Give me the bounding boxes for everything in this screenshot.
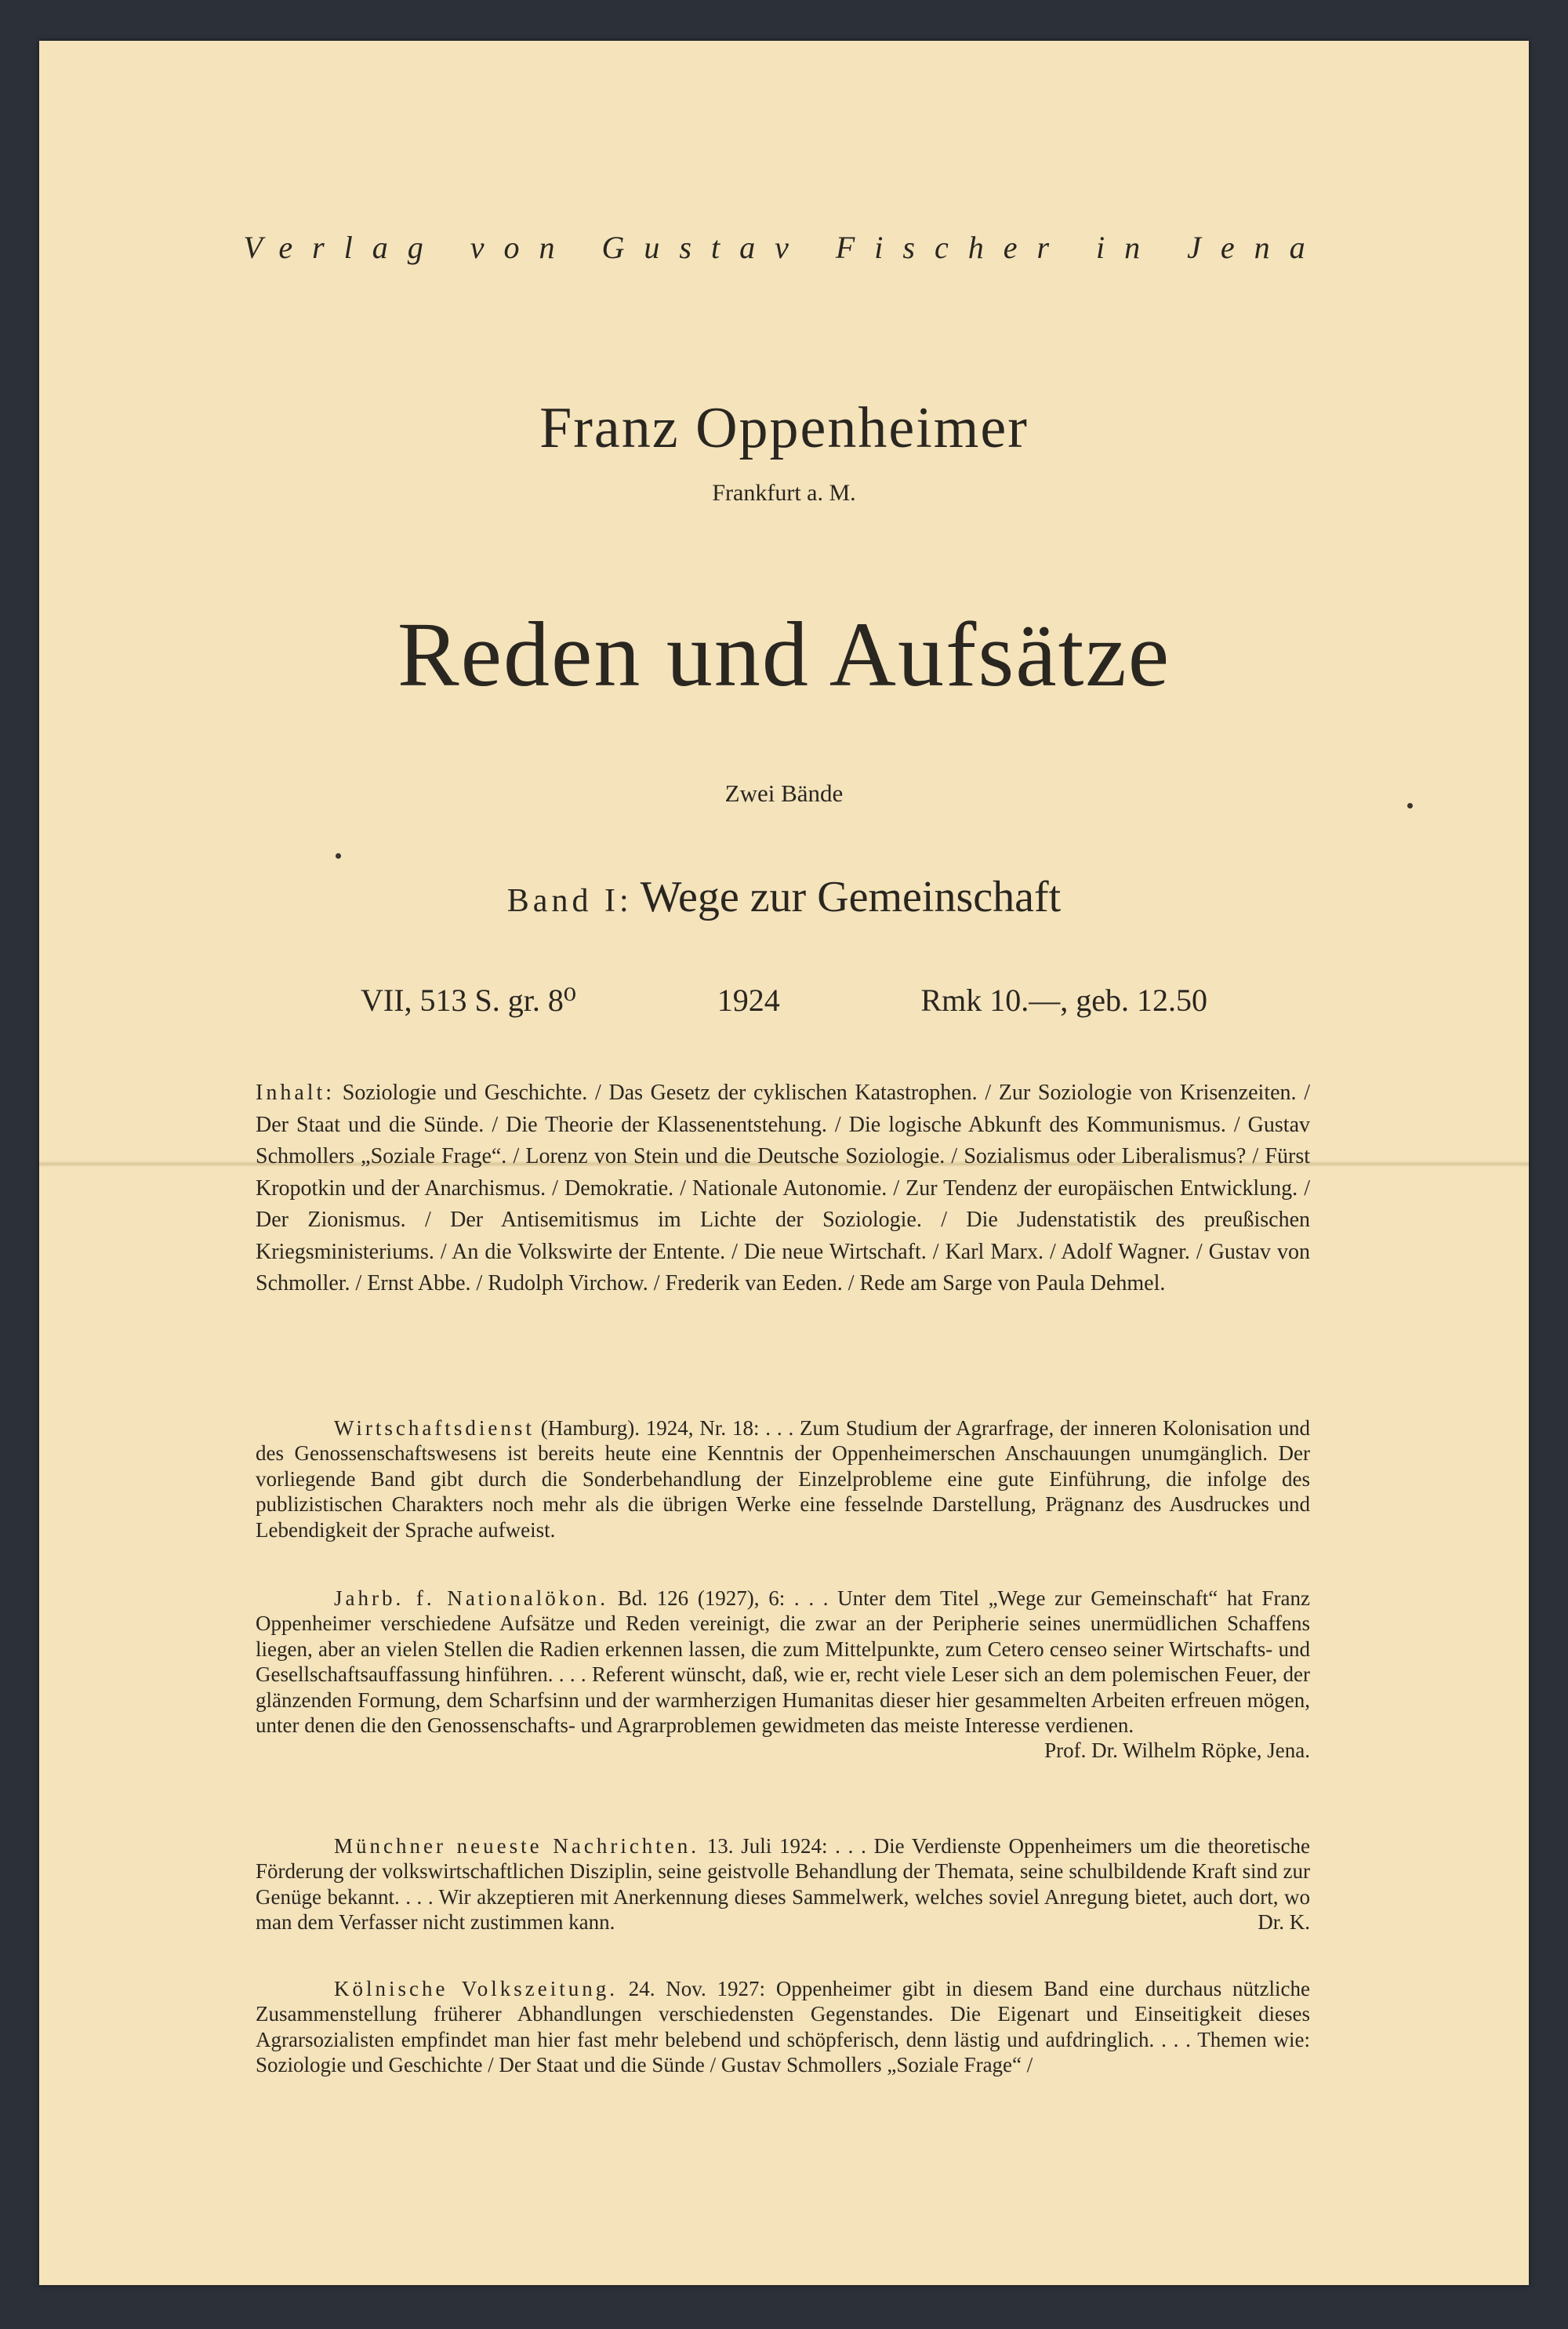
author-name: Franz Oppenheimer xyxy=(539,396,1029,460)
publication-info xyxy=(361,982,1207,1019)
publisher-line: Verlag von Gustav Fischer in Jena xyxy=(243,230,1325,265)
flyer-page xyxy=(39,41,1529,2285)
review-source: Kölnische Volkszeitung. xyxy=(334,1977,619,2000)
review-signature: Dr. K. xyxy=(1258,1910,1310,1935)
review-wirtschaftsdienst xyxy=(256,1415,1310,1542)
volume-heading xyxy=(39,872,1529,922)
contents-label: Inhalt: xyxy=(256,1081,336,1105)
author-city: Frankfurt a. M. xyxy=(712,480,856,506)
book-title: Reden und Aufsätze xyxy=(397,603,1171,706)
publication-year: 1924 xyxy=(717,983,780,1018)
review-jahrbuch xyxy=(256,1586,1310,1764)
review-text: 13. Juli 1924: . . . Die Verdienste Oppenheimers um die theoretische Förderung der volkswirtschaftlichen Disziplin, seine geistvolle Behandlung der Themata, seine schulbildende Kraft sind zur Genüge bekannt. . . . Wir akzeptieren mit Anerkennung dieses Sammelwerk, welches soviel Anregung bietet, auch dort, wo man dem Verfasser nicht zustimmen kann. xyxy=(256,1834,1311,1935)
ink-spot xyxy=(1407,803,1413,808)
review-source: Jahrb. f. Nationalökon. xyxy=(334,1586,609,1610)
review-signature: Prof. Dr. Wilhelm Röpke, Jena. xyxy=(1044,1739,1310,1763)
volume-label: Band I: xyxy=(506,883,633,919)
review-source: Wirtschaftsdienst xyxy=(334,1416,535,1440)
review-text: 24. Nov. 1927: Oppenheimer gibt in diesem Band eine durchaus nützliche Zusammenstellung früherer Abhandlungen verschiedensten Gegenstandes. Die Eigenart und Einseitigkeit dieses Agrarsozialisten empfindet man hier fast mehr belebend und schöpferisch, denn lästig und aufdringlich. . . . Themen wie: Soziologie und Geschichte / Der Staat und die Sünde / Gustav Schmollers „Soziale Frage“ / xyxy=(256,1977,1310,2077)
volume-title: Wege zur Gemeinschaft xyxy=(640,873,1062,921)
page-count: VII, 513 S. gr. 8⁰ xyxy=(361,983,576,1018)
review-source: Münchner neueste Nachrichten. xyxy=(334,1834,700,1858)
book-subtitle: Zwei Bände xyxy=(724,779,844,807)
ink-spot xyxy=(336,853,341,859)
table-of-contents xyxy=(256,1077,1310,1300)
review-muenchner xyxy=(256,1833,1310,1935)
contents-text: Soziologie und Geschichte. / Das Gesetz der cyklischen Katastrophen. / Zur Soziologie von Krisenzeiten. / Der Staat und die Sünde. / Die Theorie der Klassenentstehung. / Die logische Abkunft des Kommunismus. / Gustav Schmollers „Soziale Frage“. / Lorenz von Stein und die Deutsche Soziologie. / Sozialismus oder Liberalismus? / Fürst Kropotkin und der Anarchismus. / Demokratie. / Nationale Autonomie. / Zur Tendenz der europäischen Entwicklung. / Der Zionismus. / Der Antisemitismus im Lichte der Soziologie. / Die Judenstatistik des preußischen Kriegsministeriums. / An die Volkswirte der Entente. / Die neue Wirtschaft. / Karl Marx. / Adolf Wagner. / Gustav von Schmoller. / Ernst Abbe. / Rudolph Virchow. / Frederik van Eeden. / Rede am Sarge von Paula Dehmel. xyxy=(256,1081,1311,1295)
review-text: (Hamburg). 1924, Nr. 18: . . . Zum Studium der Agrarfrage, der inneren Kolonisation und des Genossenschaftswesens ist bereits heute eine Kenntnis der Oppenheimerschen Anschauungen unumgänglich. Der vorliegende Band gibt durch die Sonderbehandlung der Einzelprobleme eine gute Einführung, die infolge des publizistischen Charakters noch mehr als die übrigen Werke eine fesselnde Darstellung, Prägnanz des Ausdruckes und Lebendigkeit der Sprache aufweist. xyxy=(256,1416,1310,1542)
review-koelnische xyxy=(256,1976,1310,2078)
price: Rmk 10.—, geb. 12.50 xyxy=(920,983,1207,1018)
review-text: Bd. 126 (1927), 6: . . . Unter dem Titel „Wege zur Gemeinschaft“ hat Franz Oppenheimer verschiedene Aufsätze und Reden vereinigt, die zwar an der Peripherie seines unermüdlichen Schaffens liegen, aber an vielen Stellen die Radien erkennen lassen, die zum Mittelpunkte, zum Cetero censeo seiner Wirtschafts- und Gesellschaftsauffassung hinführen. . . . Referent wünscht, daß, wie er, recht viele Leser sich an dem polemischen Feuer, der glänzenden Formung, dem Scharfsinn und der warmherzigen Humanitas dieser hier gesammelten Arbeiten erfreuen mögen, unter denen die den Genossenschafts- und Agrarproblemen gewidmeten das meiste Interesse verdienen. xyxy=(256,1586,1310,1738)
